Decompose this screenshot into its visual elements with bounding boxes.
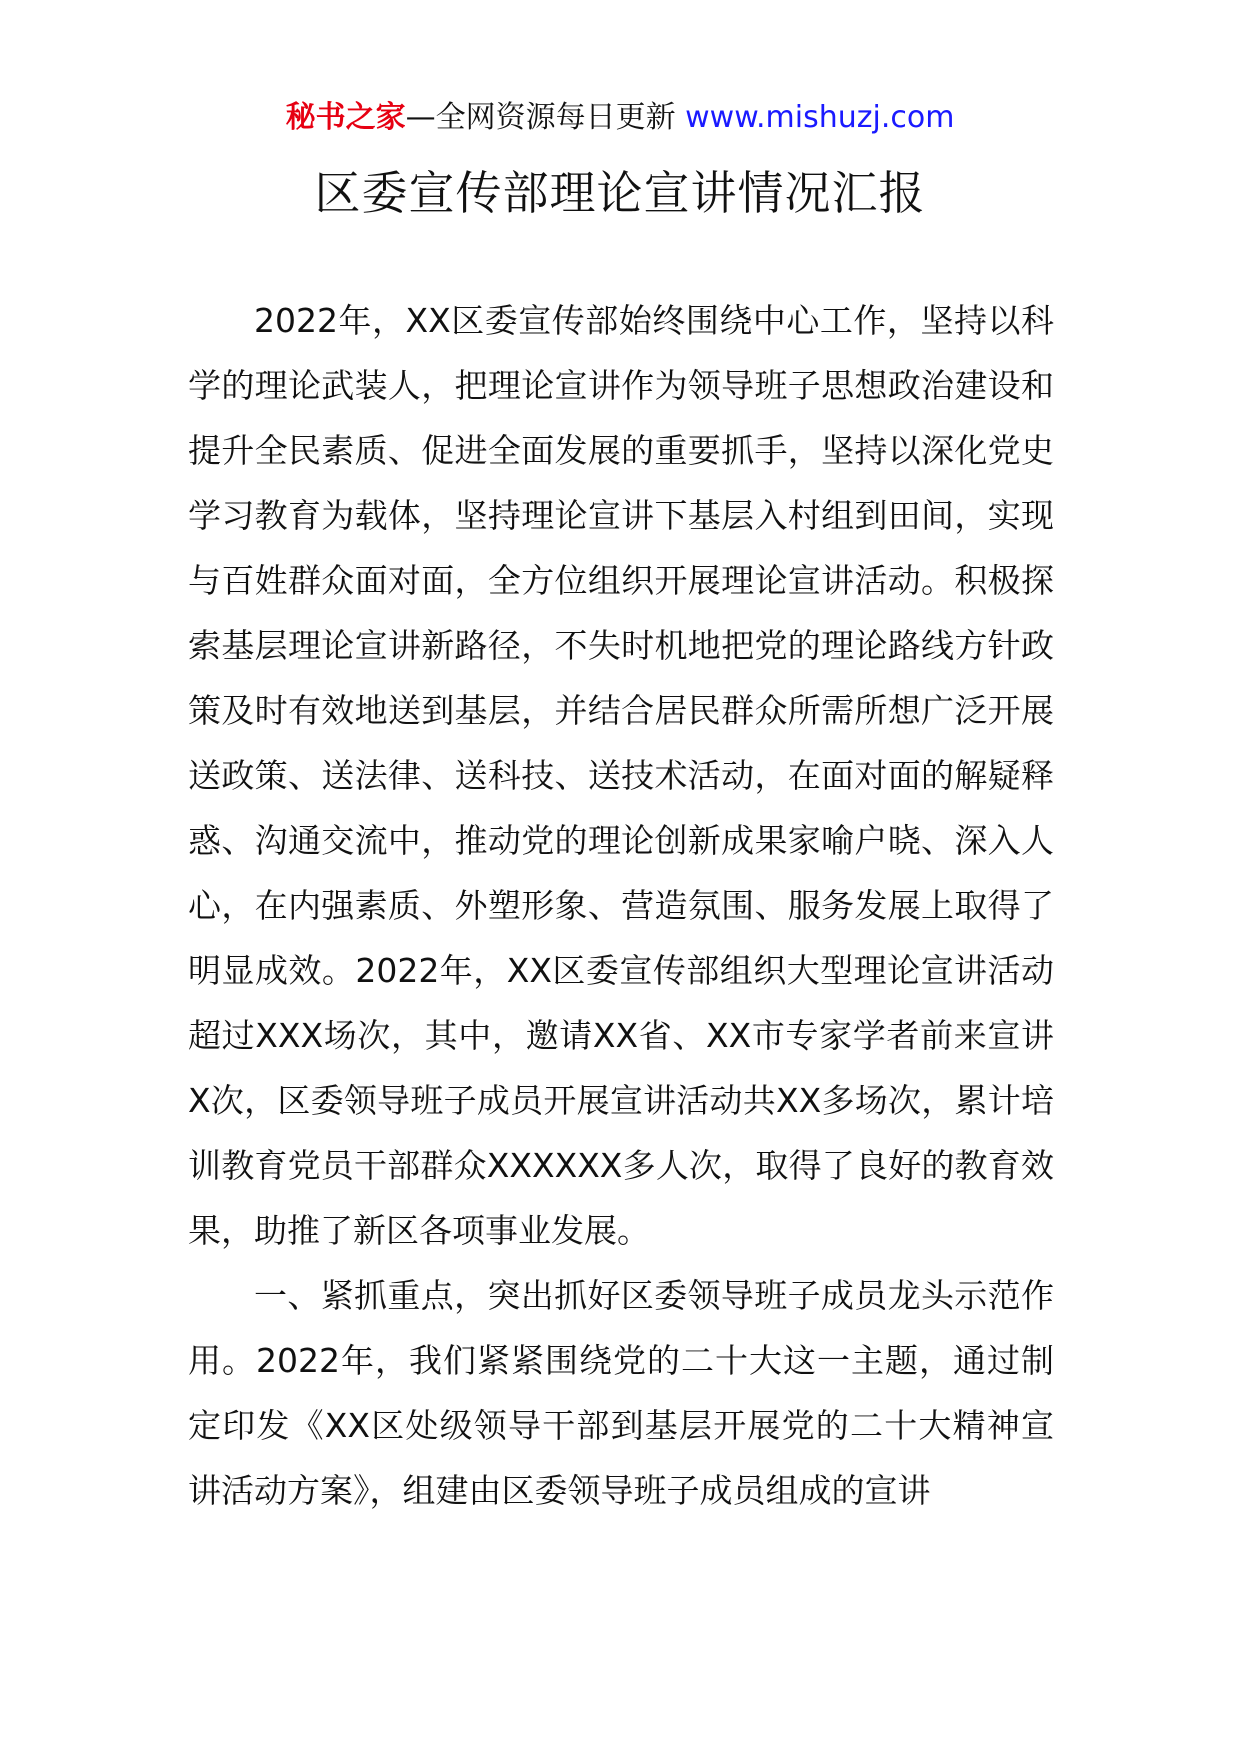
document-title: 区委宣传部理论宣讲情况汇报 <box>314 166 926 220</box>
site-brand: 秘书之家 <box>285 100 406 135</box>
paragraph-text: 2022年，XX区委宣传部始终围绕中心工作，坚持以科学的理论武装人，把理论宣讲作为领导班子思想政治建设和提升全民素质、促进全面发展的重要抓手，坚持以深化党史学习教育为载体，坚持理论宣讲下基层入村组到田间，实现与百姓群众面对面，全方位组织开展理论宣讲活动。积极探索基层理论宣讲新路径，不失时机地把党的理论路线方针政策及时有效地送到基层，并结合居民群众所需所想广泛开展送政策、送法律、送科技、送技术活动，在面对面的解疑释惑、沟通交流中，推动党的理论创新成果家喻户晓、深入人心，在内强素质、外塑形象、营造氛围、服务发展上取得了明显成效。2022年，XX区委宣传部组织大型理论宣讲活动超过XXX场次，其中，邀请XX省、XX市专家学者前来宣讲X次，区委领导班子成员开展宣讲活动共XX多场次，累计培训教育党员干部群众XXXXXX多人次，取得了良好的教育效果，助推了新区各项事业发展。 <box>188 301 1054 1250</box>
site-tagline: —全网资源每日更新 <box>405 100 676 135</box>
site-url-link[interactable]: www.mishuzj.com <box>685 100 955 135</box>
document-body <box>188 288 1054 1523</box>
site-header <box>0 98 1240 138</box>
paragraph-section-one <box>188 1263 1054 1523</box>
section-heading: 一、紧抓重点，突出抓好区委领导班子成员龙头示范作用。 <box>188 1276 1054 1380</box>
paragraph-intro <box>188 288 1054 1263</box>
paragraph-text: 2022年，我们紧紧围绕党的二十大这一主题，通过制定印发《XX区处级领导干部到基层开展党的二十大精神宣讲活动方案》，组建由区委领导班子成员组成的宣讲 <box>188 1341 1055 1510</box>
